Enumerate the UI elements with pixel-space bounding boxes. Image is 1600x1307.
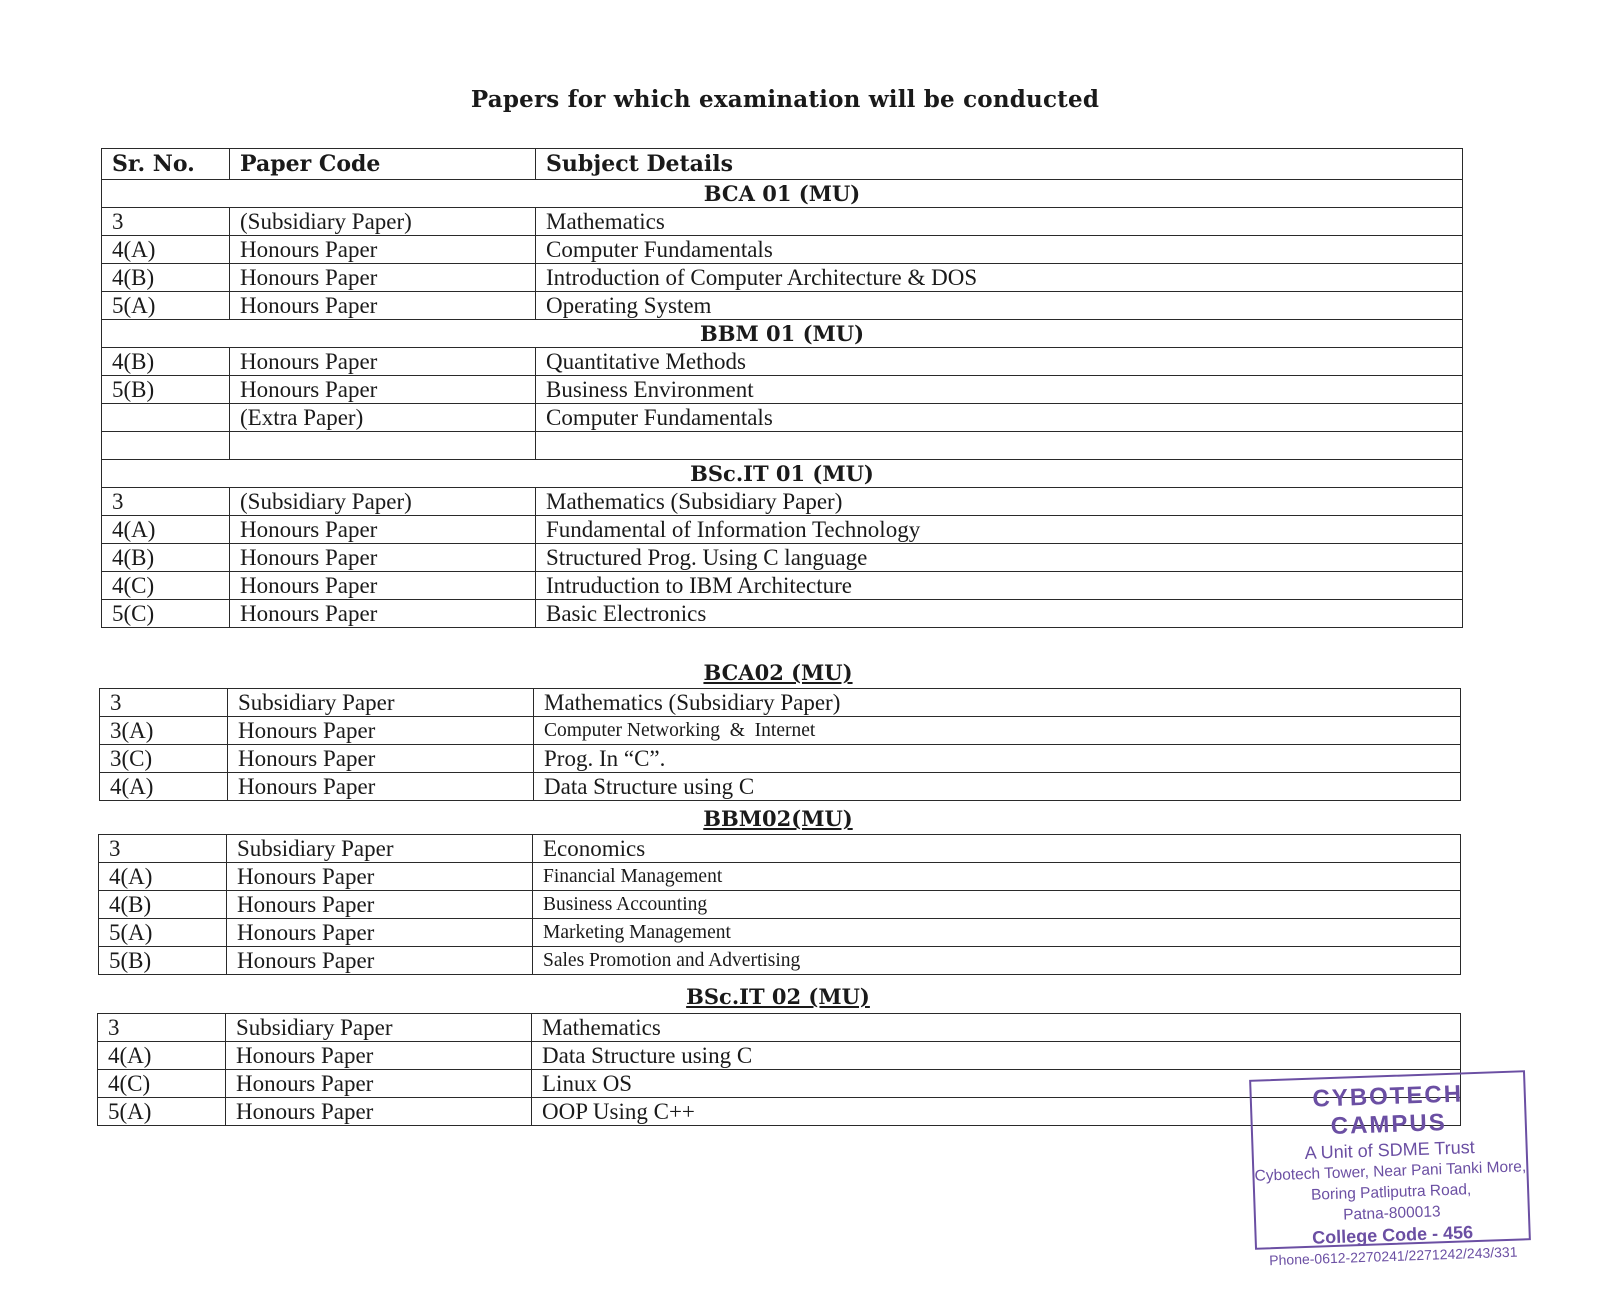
stamp-college-code: College Code - 456 bbox=[1311, 1222, 1474, 1248]
sr-cell: 3 bbox=[100, 689, 228, 717]
section-heading-text: BBM02(MU) bbox=[703, 806, 853, 831]
subject-cell: Intruduction to IBM Architecture bbox=[536, 572, 1463, 600]
stamp-address-2: Boring Patliputra Road, bbox=[1310, 1181, 1472, 1204]
sr-cell: 4(C) bbox=[98, 1070, 226, 1098]
college-stamp bbox=[1249, 1070, 1531, 1269]
table-row bbox=[102, 572, 1463, 600]
code-cell: Honours Paper bbox=[226, 1070, 532, 1098]
papers-table-bbm02 bbox=[98, 834, 1461, 975]
code-cell: Honours Paper bbox=[230, 264, 536, 292]
stamp-address-1: Cybotech Tower, Near Pani Tanki More, bbox=[1254, 1158, 1527, 1185]
code-cell bbox=[230, 432, 536, 460]
table-row bbox=[99, 947, 1461, 975]
table-row bbox=[99, 919, 1461, 947]
section-row bbox=[102, 460, 1463, 488]
sr-cell: 3 bbox=[98, 1014, 226, 1042]
sr-cell: 3 bbox=[102, 488, 230, 516]
code-cell: Honours Paper bbox=[226, 1098, 532, 1126]
subject-cell: Mathematics (Subsidiary Paper) bbox=[536, 488, 1463, 516]
code-cell: Honours Paper bbox=[230, 376, 536, 404]
subject-cell: Computer Fundamentals bbox=[536, 404, 1463, 432]
table-row bbox=[102, 348, 1463, 376]
sr-cell: 5(A) bbox=[102, 292, 230, 320]
sr-cell: 5(B) bbox=[99, 947, 227, 975]
subject-cell: Basic Electronics bbox=[536, 600, 1463, 628]
subject-cell: Computer Networking & Internet bbox=[534, 717, 1461, 745]
stamp-name: CYBOTECH CAMPUS bbox=[1312, 1080, 1464, 1141]
stamp-unit: A Unit of SDME Trust bbox=[1304, 1137, 1475, 1163]
sr-cell: 3(C) bbox=[100, 745, 228, 773]
sr-cell: 4(A) bbox=[99, 863, 227, 891]
sr-cell bbox=[102, 432, 230, 460]
papers-table-main bbox=[101, 148, 1463, 628]
code-cell: Honours Paper bbox=[227, 947, 533, 975]
sr-cell: 4(A) bbox=[102, 236, 230, 264]
code-cell: Honours Paper bbox=[230, 544, 536, 572]
header-paper-code: Paper Code bbox=[230, 149, 536, 180]
subject-cell: Financial Management bbox=[533, 863, 1461, 891]
subject-cell: Sales Promotion and Advertising bbox=[533, 947, 1461, 975]
code-cell: Subsidiary Paper bbox=[227, 835, 533, 863]
code-cell: Honours Paper bbox=[228, 717, 534, 745]
subject-cell: Introduction of Computer Architecture & DOS bbox=[536, 264, 1463, 292]
subject-cell: Mathematics bbox=[536, 208, 1463, 236]
table-header-row bbox=[102, 149, 1463, 180]
code-cell: Honours Paper bbox=[226, 1042, 532, 1070]
table-row bbox=[100, 773, 1461, 801]
table-row bbox=[102, 600, 1463, 628]
table-row bbox=[102, 292, 1463, 320]
sr-cell: 4(A) bbox=[100, 773, 228, 801]
section-row bbox=[102, 180, 1463, 208]
table-row bbox=[99, 863, 1461, 891]
code-cell: Honours Paper bbox=[228, 773, 534, 801]
sr-cell: 4(B) bbox=[102, 264, 230, 292]
section-heading: BCA 01 (MU) bbox=[102, 180, 1463, 208]
sr-cell: 3 bbox=[99, 835, 227, 863]
header-sr-no: Sr. No. bbox=[102, 149, 230, 180]
table-row bbox=[100, 745, 1461, 773]
table-row bbox=[102, 208, 1463, 236]
subject-cell: Structured Prog. Using C language bbox=[536, 544, 1463, 572]
code-cell: Honours Paper bbox=[227, 891, 533, 919]
table-row bbox=[102, 376, 1463, 404]
subject-cell bbox=[536, 432, 1463, 460]
section-heading bbox=[96, 983, 1460, 1011]
stamp-address-3: Patna-800013 bbox=[1342, 1203, 1441, 1224]
sr-cell: 4(B) bbox=[102, 348, 230, 376]
subject-cell: Quantitative Methods bbox=[536, 348, 1463, 376]
subject-cell: Prog. In “C”. bbox=[534, 745, 1461, 773]
sr-cell: 5(A) bbox=[99, 919, 227, 947]
page-title: Papers for which examination will be conducted bbox=[470, 86, 1100, 113]
section-heading bbox=[96, 805, 1460, 833]
stamp-phone: Phone-0612-2270241/2271242/243/331 bbox=[1268, 1243, 1518, 1269]
code-cell: Honours Paper bbox=[230, 600, 536, 628]
sr-cell bbox=[102, 404, 230, 432]
sr-cell: 5(A) bbox=[98, 1098, 226, 1126]
subject-cell: Fundamental of Information Technology bbox=[536, 516, 1463, 544]
header-subject-details: Subject Details bbox=[536, 149, 1463, 180]
table-row bbox=[102, 488, 1463, 516]
subject-cell: Data Structure using C bbox=[532, 1042, 1461, 1070]
table-row bbox=[102, 516, 1463, 544]
sr-cell: 4(B) bbox=[99, 891, 227, 919]
code-cell: Honours Paper bbox=[230, 572, 536, 600]
sr-cell: 4(B) bbox=[102, 544, 230, 572]
subject-cell: OOP Using C++ bbox=[532, 1098, 1461, 1126]
sr-cell: 3(A) bbox=[100, 717, 228, 745]
code-cell: Subsidiary Paper bbox=[226, 1014, 532, 1042]
subject-cell: Marketing Management bbox=[533, 919, 1461, 947]
section-heading: BBM 01 (MU) bbox=[102, 320, 1463, 348]
table-row bbox=[100, 689, 1461, 717]
papers-table-bca02 bbox=[99, 688, 1461, 801]
subject-cell: Mathematics bbox=[532, 1014, 1461, 1042]
subject-cell: Mathematics (Subsidiary Paper) bbox=[534, 689, 1461, 717]
table-row bbox=[102, 404, 1463, 432]
sr-cell: 4(C) bbox=[102, 572, 230, 600]
code-cell: Honours Paper bbox=[230, 348, 536, 376]
code-cell: (Subsidiary Paper) bbox=[230, 488, 536, 516]
sr-cell: 5(B) bbox=[102, 376, 230, 404]
table-row bbox=[100, 717, 1461, 745]
code-cell: Honours Paper bbox=[227, 863, 533, 891]
subject-cell: Business Environment bbox=[536, 376, 1463, 404]
table-row bbox=[102, 236, 1463, 264]
code-cell: Honours Paper bbox=[227, 919, 533, 947]
code-cell: Honours Paper bbox=[228, 745, 534, 773]
subject-cell: Economics bbox=[533, 835, 1461, 863]
table-row bbox=[102, 544, 1463, 572]
subject-cell: Business Accounting bbox=[533, 891, 1461, 919]
code-cell: Honours Paper bbox=[230, 516, 536, 544]
table-row bbox=[102, 432, 1463, 460]
subject-cell: Data Structure using C bbox=[534, 773, 1461, 801]
table-row bbox=[98, 1014, 1461, 1042]
table-row bbox=[98, 1042, 1461, 1070]
sr-cell: 5(C) bbox=[102, 600, 230, 628]
section-row bbox=[102, 320, 1463, 348]
sr-cell: 3 bbox=[102, 208, 230, 236]
subject-cell: Computer Fundamentals bbox=[536, 236, 1463, 264]
table-row bbox=[102, 264, 1463, 292]
code-cell: Subsidiary Paper bbox=[228, 689, 534, 717]
section-heading-text: BSc.IT 02 (MU) bbox=[686, 984, 870, 1009]
table-row bbox=[99, 835, 1461, 863]
table-row bbox=[99, 891, 1461, 919]
subject-cell: Operating System bbox=[536, 292, 1463, 320]
code-cell: (Extra Paper) bbox=[230, 404, 536, 432]
code-cell: (Subsidiary Paper) bbox=[230, 208, 536, 236]
section-heading: BSc.IT 01 (MU) bbox=[102, 460, 1463, 488]
code-cell: Honours Paper bbox=[230, 236, 536, 264]
code-cell: Honours Paper bbox=[230, 292, 536, 320]
sr-cell: 4(A) bbox=[102, 516, 230, 544]
section-heading bbox=[96, 659, 1460, 687]
subject-cell: Linux OS bbox=[532, 1070, 1461, 1098]
sr-cell: 4(A) bbox=[98, 1042, 226, 1070]
section-heading-text: BCA02 (MU) bbox=[703, 660, 853, 685]
